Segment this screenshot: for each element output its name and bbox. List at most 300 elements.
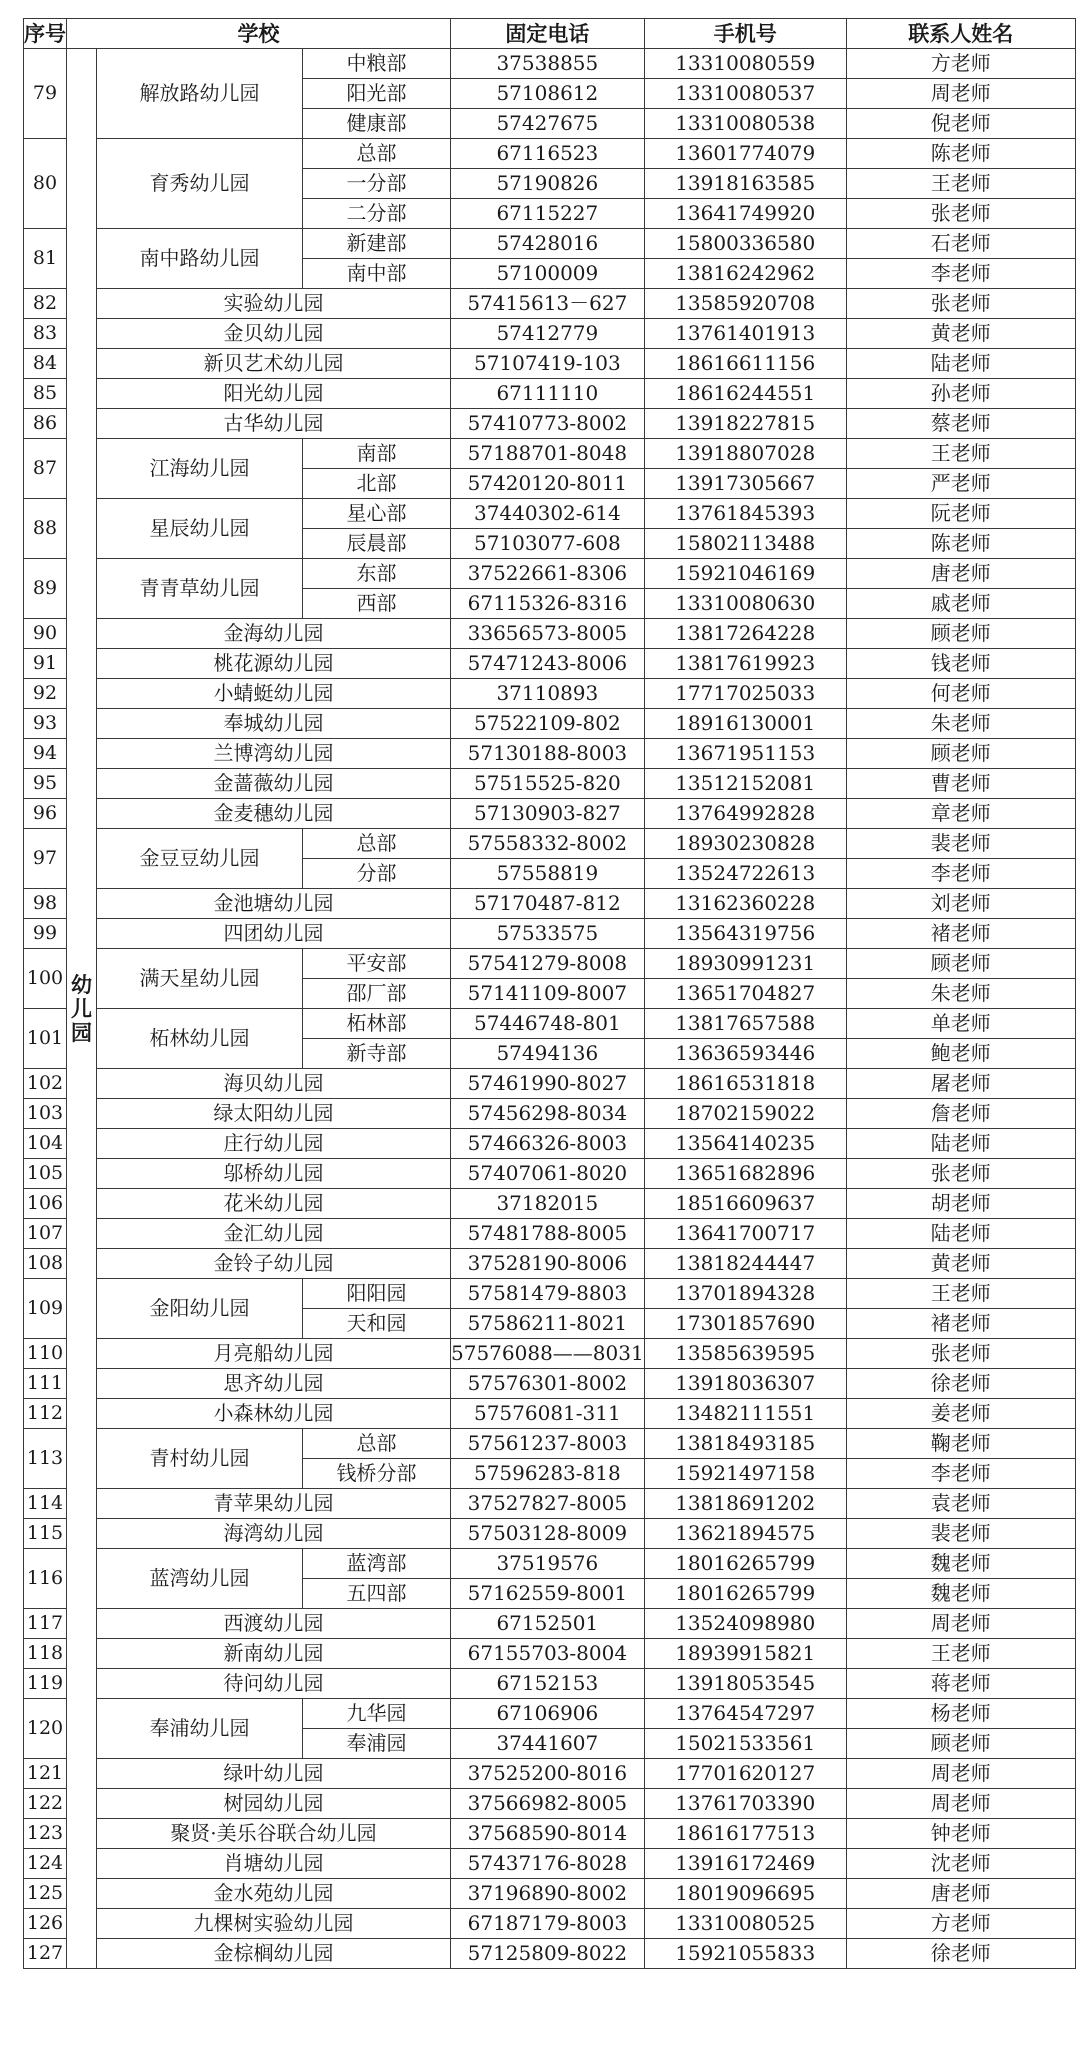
mobile-phone: 13918163585 [644, 169, 846, 199]
mobile-phone: 13701894328 [644, 1279, 846, 1309]
school-name: 金池塘幼儿园 [97, 889, 451, 919]
contact-name: 钱老师 [846, 649, 1075, 679]
branch-name: 辰晨部 [303, 529, 451, 559]
contact-name: 朱老师 [846, 979, 1075, 1009]
branch-name: 总部 [303, 829, 451, 859]
contact-name: 李老师 [846, 859, 1075, 889]
landline-phone: 57466326-8003 [451, 1129, 645, 1159]
contact-name: 陈老师 [846, 139, 1075, 169]
school-name: 古华幼儿园 [97, 409, 451, 439]
table-row [24, 1399, 1076, 1429]
mobile-phone: 13916172469 [644, 1849, 846, 1879]
row-number: 96 [24, 799, 67, 829]
school-name: 奉城幼儿园 [97, 709, 451, 739]
row-number: 125 [24, 1879, 67, 1909]
contact-name: 徐老师 [846, 1369, 1075, 1399]
landline-phone: 57420120-8011 [451, 469, 645, 499]
table-row [24, 1609, 1076, 1639]
table-row [24, 1699, 1076, 1729]
school-name: 新南幼儿园 [97, 1639, 451, 1669]
branch-name: 健康部 [303, 109, 451, 139]
contact-name: 章老师 [846, 799, 1075, 829]
table-row [24, 1819, 1076, 1849]
landline-phone: 37527827-8005 [451, 1489, 645, 1519]
landline-phone: 67152153 [451, 1669, 645, 1699]
school-name: 西渡幼儿园 [97, 1609, 451, 1639]
row-number: 105 [24, 1159, 67, 1189]
mobile-phone: 18702159022 [644, 1099, 846, 1129]
school-name: 花米幼儿园 [97, 1189, 451, 1219]
school-name: 金贝幼儿园 [97, 319, 451, 349]
row-number: 114 [24, 1489, 67, 1519]
table-row [24, 1129, 1076, 1159]
school-name: 兰博湾幼儿园 [97, 739, 451, 769]
landline-phone: 57410773-8002 [451, 409, 645, 439]
mobile-phone: 17301857690 [644, 1309, 846, 1339]
landline-phone: 57586211-8021 [451, 1309, 645, 1339]
table-row [24, 1099, 1076, 1129]
table-row [24, 1549, 1076, 1579]
landline-phone: 37519576 [451, 1549, 645, 1579]
table-row [24, 289, 1076, 319]
mobile-phone: 13918807028 [644, 439, 846, 469]
landline-phone: 67115326-8316 [451, 589, 645, 619]
landline-phone: 57461990-8027 [451, 1069, 645, 1099]
row-number: 123 [24, 1819, 67, 1849]
school-name: 蓝湾幼儿园 [97, 1549, 303, 1609]
row-number: 103 [24, 1099, 67, 1129]
landline-phone: 57437176-8028 [451, 1849, 645, 1879]
table-row [24, 1189, 1076, 1219]
contact-name: 戚老师 [846, 589, 1075, 619]
school-name: 金麦穗幼儿园 [97, 799, 451, 829]
school-name: 月亮船幼儿园 [97, 1339, 451, 1369]
row-number: 112 [24, 1399, 67, 1429]
mobile-phone: 13818493185 [644, 1429, 846, 1459]
branch-name: 邵厂部 [303, 979, 451, 1009]
landline-phone: 57170487-812 [451, 889, 645, 919]
branch-name: 柘林部 [303, 1009, 451, 1039]
row-number: 81 [24, 229, 67, 289]
row-number: 104 [24, 1129, 67, 1159]
row-number: 85 [24, 379, 67, 409]
table-row [24, 559, 1076, 589]
school-name: 青苹果幼儿园 [97, 1489, 451, 1519]
row-number: 122 [24, 1789, 67, 1819]
branch-name: 天和园 [303, 1309, 451, 1339]
mobile-phone: 18939915821 [644, 1639, 846, 1669]
row-number: 108 [24, 1249, 67, 1279]
branch-name: 新寺部 [303, 1039, 451, 1069]
contact-name: 唐老师 [846, 559, 1075, 589]
school-name: 金豆豆幼儿园 [97, 829, 303, 889]
landline-phone: 57162559-8001 [451, 1579, 645, 1609]
school-name: 奉浦幼儿园 [97, 1699, 303, 1759]
school-name: 新贝艺术幼儿园 [97, 349, 451, 379]
header-mobile: 手机号 [644, 19, 846, 49]
mobile-phone: 13310080525 [644, 1909, 846, 1939]
contact-name: 王老师 [846, 1639, 1075, 1669]
contact-name: 陆老师 [846, 349, 1075, 379]
table-row [24, 949, 1076, 979]
branch-name: 平安部 [303, 949, 451, 979]
mobile-phone: 13918227815 [644, 409, 846, 439]
school-name: 金蔷薇幼儿园 [97, 769, 451, 799]
contact-name: 袁老师 [846, 1489, 1075, 1519]
contact-name: 姜老师 [846, 1399, 1075, 1429]
row-number: 94 [24, 739, 67, 769]
row-number: 98 [24, 889, 67, 919]
contact-name: 严老师 [846, 469, 1075, 499]
table-row [24, 1279, 1076, 1309]
table-row [24, 1249, 1076, 1279]
landline-phone: 67111110 [451, 379, 645, 409]
mobile-phone: 15921055833 [644, 1939, 846, 1969]
school-name: 满天星幼儿园 [97, 949, 303, 1009]
mobile-phone: 13917305667 [644, 469, 846, 499]
contact-name: 单老师 [846, 1009, 1075, 1039]
contact-name: 张老师 [846, 1339, 1075, 1369]
mobile-phone: 18616611156 [644, 349, 846, 379]
landline-phone: 67106906 [451, 1699, 645, 1729]
school-name: 树园幼儿园 [97, 1789, 451, 1819]
table-row [24, 1939, 1076, 1969]
table-row [24, 229, 1076, 259]
mobile-phone: 18019096695 [644, 1879, 846, 1909]
mobile-phone: 18616244551 [644, 379, 846, 409]
mobile-phone: 13817619923 [644, 649, 846, 679]
landline-phone: 57522109-802 [451, 709, 645, 739]
row-number: 110 [24, 1339, 67, 1369]
branch-name: 奉浦园 [303, 1729, 451, 1759]
row-number: 93 [24, 709, 67, 739]
branch-name: 五四部 [303, 1579, 451, 1609]
contact-name: 李老师 [846, 259, 1075, 289]
school-name: 肖塘幼儿园 [97, 1849, 451, 1879]
mobile-phone: 13636593446 [644, 1039, 846, 1069]
landline-phone: 57494136 [451, 1039, 645, 1069]
landline-phone: 67152501 [451, 1609, 645, 1639]
school-name: 桃花源幼儿园 [97, 649, 451, 679]
table-row [24, 1759, 1076, 1789]
contact-name: 魏老师 [846, 1579, 1075, 1609]
landline-phone: 57190826 [451, 169, 645, 199]
mobile-phone: 17717025033 [644, 679, 846, 709]
school-name: 金海幼儿园 [97, 619, 451, 649]
landline-phone: 37440302-614 [451, 499, 645, 529]
contact-name: 王老师 [846, 1279, 1075, 1309]
mobile-phone: 13817657588 [644, 1009, 846, 1039]
landline-phone: 37538855 [451, 49, 645, 79]
table-row [24, 1369, 1076, 1399]
table-row [24, 799, 1076, 829]
row-number: 89 [24, 559, 67, 619]
contact-name: 顾老师 [846, 1729, 1075, 1759]
school-name: 海湾幼儿园 [97, 1519, 451, 1549]
table-row [24, 709, 1076, 739]
kindergarten-contact-table [23, 18, 1076, 1969]
row-number: 113 [24, 1429, 67, 1489]
landline-phone: 57576081-311 [451, 1399, 645, 1429]
school-name: 星辰幼儿园 [97, 499, 303, 559]
landline-phone: 37566982-8005 [451, 1789, 645, 1819]
row-number: 115 [24, 1519, 67, 1549]
row-number: 126 [24, 1909, 67, 1939]
mobile-phone: 18916130001 [644, 709, 846, 739]
branch-name: 钱桥分部 [303, 1459, 451, 1489]
branch-name: 总部 [303, 1429, 451, 1459]
table-row [24, 349, 1076, 379]
landline-phone: 57107419-103 [451, 349, 645, 379]
header-row [24, 19, 1076, 49]
landline-phone: 57427675 [451, 109, 645, 139]
contact-name: 朱老师 [846, 709, 1075, 739]
mobile-phone: 13651704827 [644, 979, 846, 1009]
table-row [24, 1639, 1076, 1669]
contact-name: 方老师 [846, 1909, 1075, 1939]
landline-phone: 67187179-8003 [451, 1909, 645, 1939]
mobile-phone: 18016265799 [644, 1579, 846, 1609]
contact-name: 胡老师 [846, 1189, 1075, 1219]
landline-phone: 57541279-8008 [451, 949, 645, 979]
table-row [24, 439, 1076, 469]
contact-name: 阮老师 [846, 499, 1075, 529]
header-contact: 联系人姓名 [846, 19, 1075, 49]
mobile-phone: 13651682896 [644, 1159, 846, 1189]
row-number: 121 [24, 1759, 67, 1789]
contact-name: 王老师 [846, 169, 1075, 199]
contact-name: 蒋老师 [846, 1669, 1075, 1699]
table-body [24, 49, 1076, 1969]
school-name: 金棕榈幼儿园 [97, 1939, 451, 1969]
landline-phone: 57533575 [451, 919, 645, 949]
landline-phone: 57558819 [451, 859, 645, 889]
table-row [24, 739, 1076, 769]
landline-phone: 37441607 [451, 1729, 645, 1759]
branch-name: 总部 [303, 139, 451, 169]
contact-name: 徐老师 [846, 1939, 1075, 1969]
row-number: 106 [24, 1189, 67, 1219]
landline-phone: 57481788-8005 [451, 1219, 645, 1249]
mobile-phone: 13524722613 [644, 859, 846, 889]
row-number: 100 [24, 949, 67, 1009]
contact-name: 黄老师 [846, 1249, 1075, 1279]
contact-name: 魏老师 [846, 1549, 1075, 1579]
school-name: 聚贤·美乐谷联合幼儿园 [97, 1819, 451, 1849]
contact-name: 何老师 [846, 679, 1075, 709]
school-name: 青村幼儿园 [97, 1429, 303, 1489]
landline-phone: 57596283-818 [451, 1459, 645, 1489]
row-number: 124 [24, 1849, 67, 1879]
mobile-phone: 17701620127 [644, 1759, 846, 1789]
row-number: 111 [24, 1369, 67, 1399]
mobile-phone: 13761845393 [644, 499, 846, 529]
contact-name: 石老师 [846, 229, 1075, 259]
row-number: 87 [24, 439, 67, 499]
table-row [24, 1879, 1076, 1909]
mobile-phone: 13918053545 [644, 1669, 846, 1699]
branch-name: 阳阳园 [303, 1279, 451, 1309]
school-name: 绿太阳幼儿园 [97, 1099, 451, 1129]
category-label: 幼儿园 [67, 49, 97, 1969]
mobile-phone: 15802113488 [644, 529, 846, 559]
mobile-phone: 13621894575 [644, 1519, 846, 1549]
landline-phone: 57503128-8009 [451, 1519, 645, 1549]
school-name: 实验幼儿园 [97, 289, 451, 319]
row-number: 116 [24, 1549, 67, 1609]
landline-phone: 57130903-827 [451, 799, 645, 829]
branch-name: 东部 [303, 559, 451, 589]
branch-name: 新建部 [303, 229, 451, 259]
table-row [24, 139, 1076, 169]
contact-name: 周老师 [846, 1609, 1075, 1639]
landline-phone: 67155703-8004 [451, 1639, 645, 1669]
row-number: 82 [24, 289, 67, 319]
contact-name: 陆老师 [846, 1129, 1075, 1159]
mobile-phone: 13601774079 [644, 139, 846, 169]
table-row [24, 1219, 1076, 1249]
row-number: 79 [24, 49, 67, 139]
mobile-phone: 15021533561 [644, 1729, 846, 1759]
row-number: 101 [24, 1009, 67, 1069]
row-number: 90 [24, 619, 67, 649]
contact-name: 孙老师 [846, 379, 1075, 409]
table-row [24, 1669, 1076, 1699]
row-number: 120 [24, 1699, 67, 1759]
contact-name: 屠老师 [846, 1069, 1075, 1099]
contact-name: 张老师 [846, 199, 1075, 229]
school-name: 金水苑幼儿园 [97, 1879, 451, 1909]
contact-name: 杨老师 [846, 1699, 1075, 1729]
school-name: 绿叶幼儿园 [97, 1759, 451, 1789]
school-name: 小森林幼儿园 [97, 1399, 451, 1429]
table-row [24, 1489, 1076, 1519]
table-row [24, 649, 1076, 679]
table-row [24, 49, 1076, 79]
contact-name: 蔡老师 [846, 409, 1075, 439]
mobile-phone: 18930991231 [644, 949, 846, 979]
landline-phone: 57412779 [451, 319, 645, 349]
landline-phone: 37110893 [451, 679, 645, 709]
landline-phone: 57576088——8031 [451, 1339, 645, 1369]
row-number: 86 [24, 409, 67, 439]
branch-name: 西部 [303, 589, 451, 619]
row-number: 102 [24, 1069, 67, 1099]
mobile-phone: 13764547297 [644, 1699, 846, 1729]
mobile-phone: 18516609637 [644, 1189, 846, 1219]
landline-phone: 57576301-8002 [451, 1369, 645, 1399]
branch-name: 北部 [303, 469, 451, 499]
table-row [24, 1159, 1076, 1189]
table-row [24, 769, 1076, 799]
mobile-phone: 13310080630 [644, 589, 846, 619]
mobile-phone: 18930230828 [644, 829, 846, 859]
school-name: 金阳幼儿园 [97, 1279, 303, 1339]
row-number: 99 [24, 919, 67, 949]
landline-phone: 57456298-8034 [451, 1099, 645, 1129]
landline-phone: 37522661-8306 [451, 559, 645, 589]
header-school: 学校 [67, 19, 451, 49]
school-name: 九棵树实验幼儿园 [97, 1909, 451, 1939]
mobile-phone: 18616531818 [644, 1069, 846, 1099]
contact-name: 刘老师 [846, 889, 1075, 919]
school-name: 青青草幼儿园 [97, 559, 303, 619]
table-row [24, 1789, 1076, 1819]
mobile-phone: 13310080559 [644, 49, 846, 79]
table-row [24, 1849, 1076, 1879]
contact-name: 裴老师 [846, 1519, 1075, 1549]
mobile-phone: 18016265799 [644, 1549, 846, 1579]
row-number: 107 [24, 1219, 67, 1249]
landline-phone: 57188701-8048 [451, 439, 645, 469]
mobile-phone: 13585920708 [644, 289, 846, 319]
row-number: 97 [24, 829, 67, 889]
mobile-phone: 18616177513 [644, 1819, 846, 1849]
table-row [24, 1519, 1076, 1549]
school-name: 金铃子幼儿园 [97, 1249, 451, 1279]
landline-phone: 37528190-8006 [451, 1249, 645, 1279]
mobile-phone: 13671951153 [644, 739, 846, 769]
school-name: 金汇幼儿园 [97, 1219, 451, 1249]
school-name: 江海幼儿园 [97, 439, 303, 499]
landline-phone: 57471243-8006 [451, 649, 645, 679]
landline-phone: 57100009 [451, 259, 645, 289]
contact-name: 鲍老师 [846, 1039, 1075, 1069]
mobile-phone: 13564319756 [644, 919, 846, 949]
mobile-phone: 13524098980 [644, 1609, 846, 1639]
contact-name: 黄老师 [846, 319, 1075, 349]
school-name: 四团幼儿园 [97, 919, 451, 949]
school-name: 小蜻蜓幼儿园 [97, 679, 451, 709]
row-number: 88 [24, 499, 67, 559]
contact-name: 鞠老师 [846, 1429, 1075, 1459]
table-row [24, 889, 1076, 919]
mobile-phone: 13641700717 [644, 1219, 846, 1249]
row-number: 119 [24, 1669, 67, 1699]
mobile-phone: 13512152081 [644, 769, 846, 799]
row-number: 117 [24, 1609, 67, 1639]
school-name: 思齐幼儿园 [97, 1369, 451, 1399]
landline-phone: 57125809-8022 [451, 1939, 645, 1969]
mobile-phone: 13761401913 [644, 319, 846, 349]
contact-name: 詹老师 [846, 1099, 1075, 1129]
landline-phone: 57130188-8003 [451, 739, 645, 769]
mobile-phone: 13641749920 [644, 199, 846, 229]
school-name: 南中路幼儿园 [97, 229, 303, 289]
row-number: 92 [24, 679, 67, 709]
mobile-phone: 15800336580 [644, 229, 846, 259]
branch-name: 分部 [303, 859, 451, 889]
contact-name: 沈老师 [846, 1849, 1075, 1879]
landline-phone: 37182015 [451, 1189, 645, 1219]
contact-name: 钟老师 [846, 1819, 1075, 1849]
mobile-phone: 13310080537 [644, 79, 846, 109]
table-row [24, 829, 1076, 859]
branch-name: 阳光部 [303, 79, 451, 109]
row-number: 118 [24, 1639, 67, 1669]
table-row [24, 499, 1076, 529]
contact-name: 顾老师 [846, 949, 1075, 979]
landline-phone: 57446748-801 [451, 1009, 645, 1039]
landline-phone: 67116523 [451, 139, 645, 169]
branch-name: 星心部 [303, 499, 451, 529]
landline-phone: 57103077-608 [451, 529, 645, 559]
header-no: 序号 [24, 19, 67, 49]
contact-name: 李老师 [846, 1459, 1075, 1489]
landline-phone: 57581479-8803 [451, 1279, 645, 1309]
contact-name: 王老师 [846, 439, 1075, 469]
table-row [24, 679, 1076, 709]
